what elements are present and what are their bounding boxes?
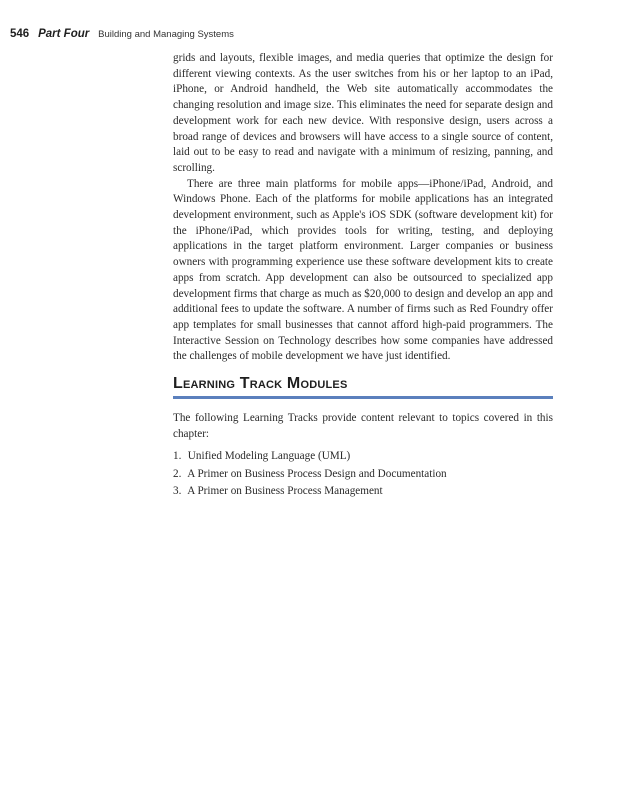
learning-track-list (173, 449, 553, 499)
section-intro: The following Learning Tracks provide content relevant to topics covered in this chapter: (173, 412, 553, 440)
list-item-text: A Primer on Business Process Design and Documentation (187, 467, 447, 480)
body-paragraph: There are three main platforms for mobile apps—iPhone/iPad, Android, and Windows Phone. Each of the platforms for mobile applications has an integrated development environment, such as Apple's iOS SDK (software development kit) for the iPhone/iPad, which provides tools for writing, testing, and deploying applications in the target platform environment. Larger companies or business owners with programming experience use these software development kits to create apps from scratch. App development can also be outsourced to specialized app development firms that charge as much as $20,000 to design and develop an app and additional fees to update the software. A number of firms such as Red Foundry offer app templates for small businesses that cannot afford high-paid programmers. The Interactive Session on Technology describes how some companies have addressed the challenges of mobile development we have just identified. (173, 177, 553, 363)
list-item (173, 449, 553, 465)
list-item-text: A Primer on Business Process Management (187, 485, 383, 497)
list-item-number: 3. (173, 485, 182, 497)
list-item-text: Unified Modeling Language (UML) (187, 450, 351, 463)
part-label: Part Four (38, 28, 90, 40)
list-item (173, 484, 553, 500)
running-head (10, 27, 234, 42)
heading-rule (173, 396, 553, 399)
list-item-number: 2. (173, 467, 182, 480)
page-number: 546 (10, 28, 30, 40)
body-paragraph: grids and layouts, flexible images, and media queries that optimize the design for different viewing contexts. As the user switches from his or her laptop to an iPad, iPhone, or Android handheld, the Web site automatically accommodates the changing resolution and image size. This eliminates the need for separate design and development work for each new device. With responsive design, users across a broad range of devices and browsers will have access to a single source of content, laid out to be easy to read and navigate with a minimum of resizing, panning, and scrolling. (173, 52, 553, 174)
list-item (173, 467, 553, 483)
section-heading: Learning Track Modules (173, 375, 348, 392)
body-text (173, 51, 553, 365)
running-section-title: Building and Managing Systems (98, 29, 234, 40)
learning-track-section (173, 373, 553, 501)
list-item-number: 1. (173, 450, 182, 463)
